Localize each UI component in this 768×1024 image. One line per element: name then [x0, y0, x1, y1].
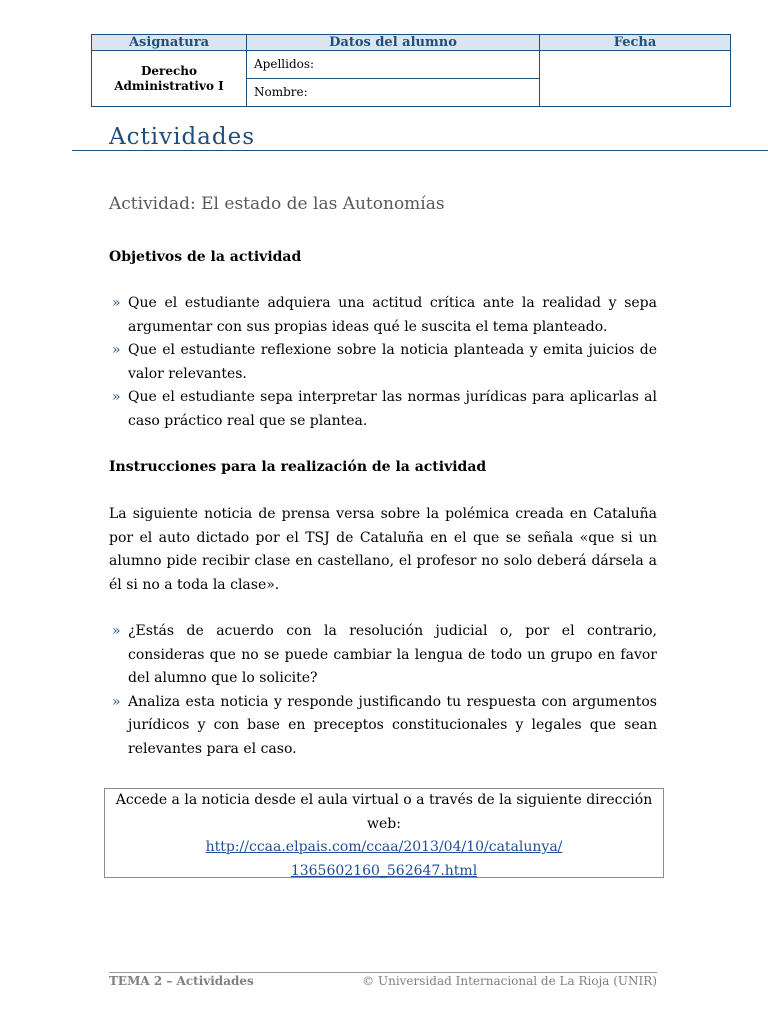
list-item: » Analiza esta noticia y responde justificando tu respuesta con argumentos jurídicos y con base en preceptos constitucionales y legales que sean relevantes para el caso. — [109, 691, 657, 762]
date-field[interactable] — [540, 51, 730, 106]
objectives-heading: Objetivos de la actividad — [109, 249, 302, 265]
subject-line-1: Derecho — [140, 63, 198, 78]
footer-topic: TEMA 2 – Actividades — [109, 974, 254, 988]
instructions-list — [109, 620, 657, 761]
student-data-column — [247, 35, 540, 106]
news-link-line-1[interactable]: http://ccaa.elpais.com/ccaa/2013/04/10/catalunya/ — [205, 839, 563, 855]
date-header: Fecha — [540, 35, 730, 51]
link-box — [104, 788, 664, 878]
bullet-icon: » — [112, 342, 121, 358]
bullet-icon: » — [112, 295, 121, 311]
title-divider — [72, 150, 768, 151]
surname-field[interactable]: Apellidos: — [247, 51, 539, 79]
instructions-heading: Instrucciones para la realización de la actividad — [109, 459, 487, 475]
name-field[interactable]: Nombre: — [254, 85, 308, 99]
student-info-table — [91, 34, 731, 107]
subject-name — [92, 51, 246, 106]
news-link[interactable] — [105, 836, 663, 883]
list-item: » Que el estudiante sepa interpretar las normas jurídicas para aplicarlas al caso práctico real que se plantea. — [109, 386, 657, 433]
list-item: » Que el estudiante reflexione sobre la noticia planteada y emita juicios de valor relevantes. — [109, 339, 657, 386]
news-link-line-2[interactable]: 1365602160_562647.html — [290, 862, 478, 879]
activity-title: Actividad: El estado de las Autonomías — [109, 194, 445, 214]
date-column — [540, 35, 730, 106]
list-item: » Que el estudiante adquiera una actitud crítica ante la realidad y sepa argumentar con sus propias ideas qué le suscita el tema planteado. — [109, 292, 657, 339]
list-item: » ¿Estás de acuerdo con la resolución judicial o, por el contrario, consideras que no se puede cambiar la lengua de todo un grupo en favor del alumno que lo solicite? — [109, 620, 657, 691]
subject-line-2: Administrativo I — [114, 78, 224, 93]
footer-divider — [109, 972, 657, 973]
link-box-text: Accede a la noticia desde el aula virtual o a través de la siguiente dirección web: — [115, 792, 653, 832]
subject-column — [92, 35, 247, 106]
bullet-icon: » — [112, 623, 121, 639]
subject-header: Asignatura — [92, 35, 246, 51]
bullet-icon: » — [112, 693, 121, 710]
instructions-paragraph: La siguiente noticia de prensa versa sobre la polémica creada en Cataluña por el auto dictado por el TSJ de Cataluña en el que se señala «que si un alumno pide recibir clase en castellano, el profesor no solo deberá dársela a él si no a toda la clase». — [109, 506, 657, 593]
footer-copyright: © Universidad Internacional de La Rioja (UNIR) — [362, 974, 657, 988]
objectives-list — [109, 292, 657, 433]
page-title: Actividades — [109, 124, 256, 150]
bullet-icon: » — [112, 389, 121, 405]
student-data-header: Datos del alumno — [247, 35, 539, 51]
